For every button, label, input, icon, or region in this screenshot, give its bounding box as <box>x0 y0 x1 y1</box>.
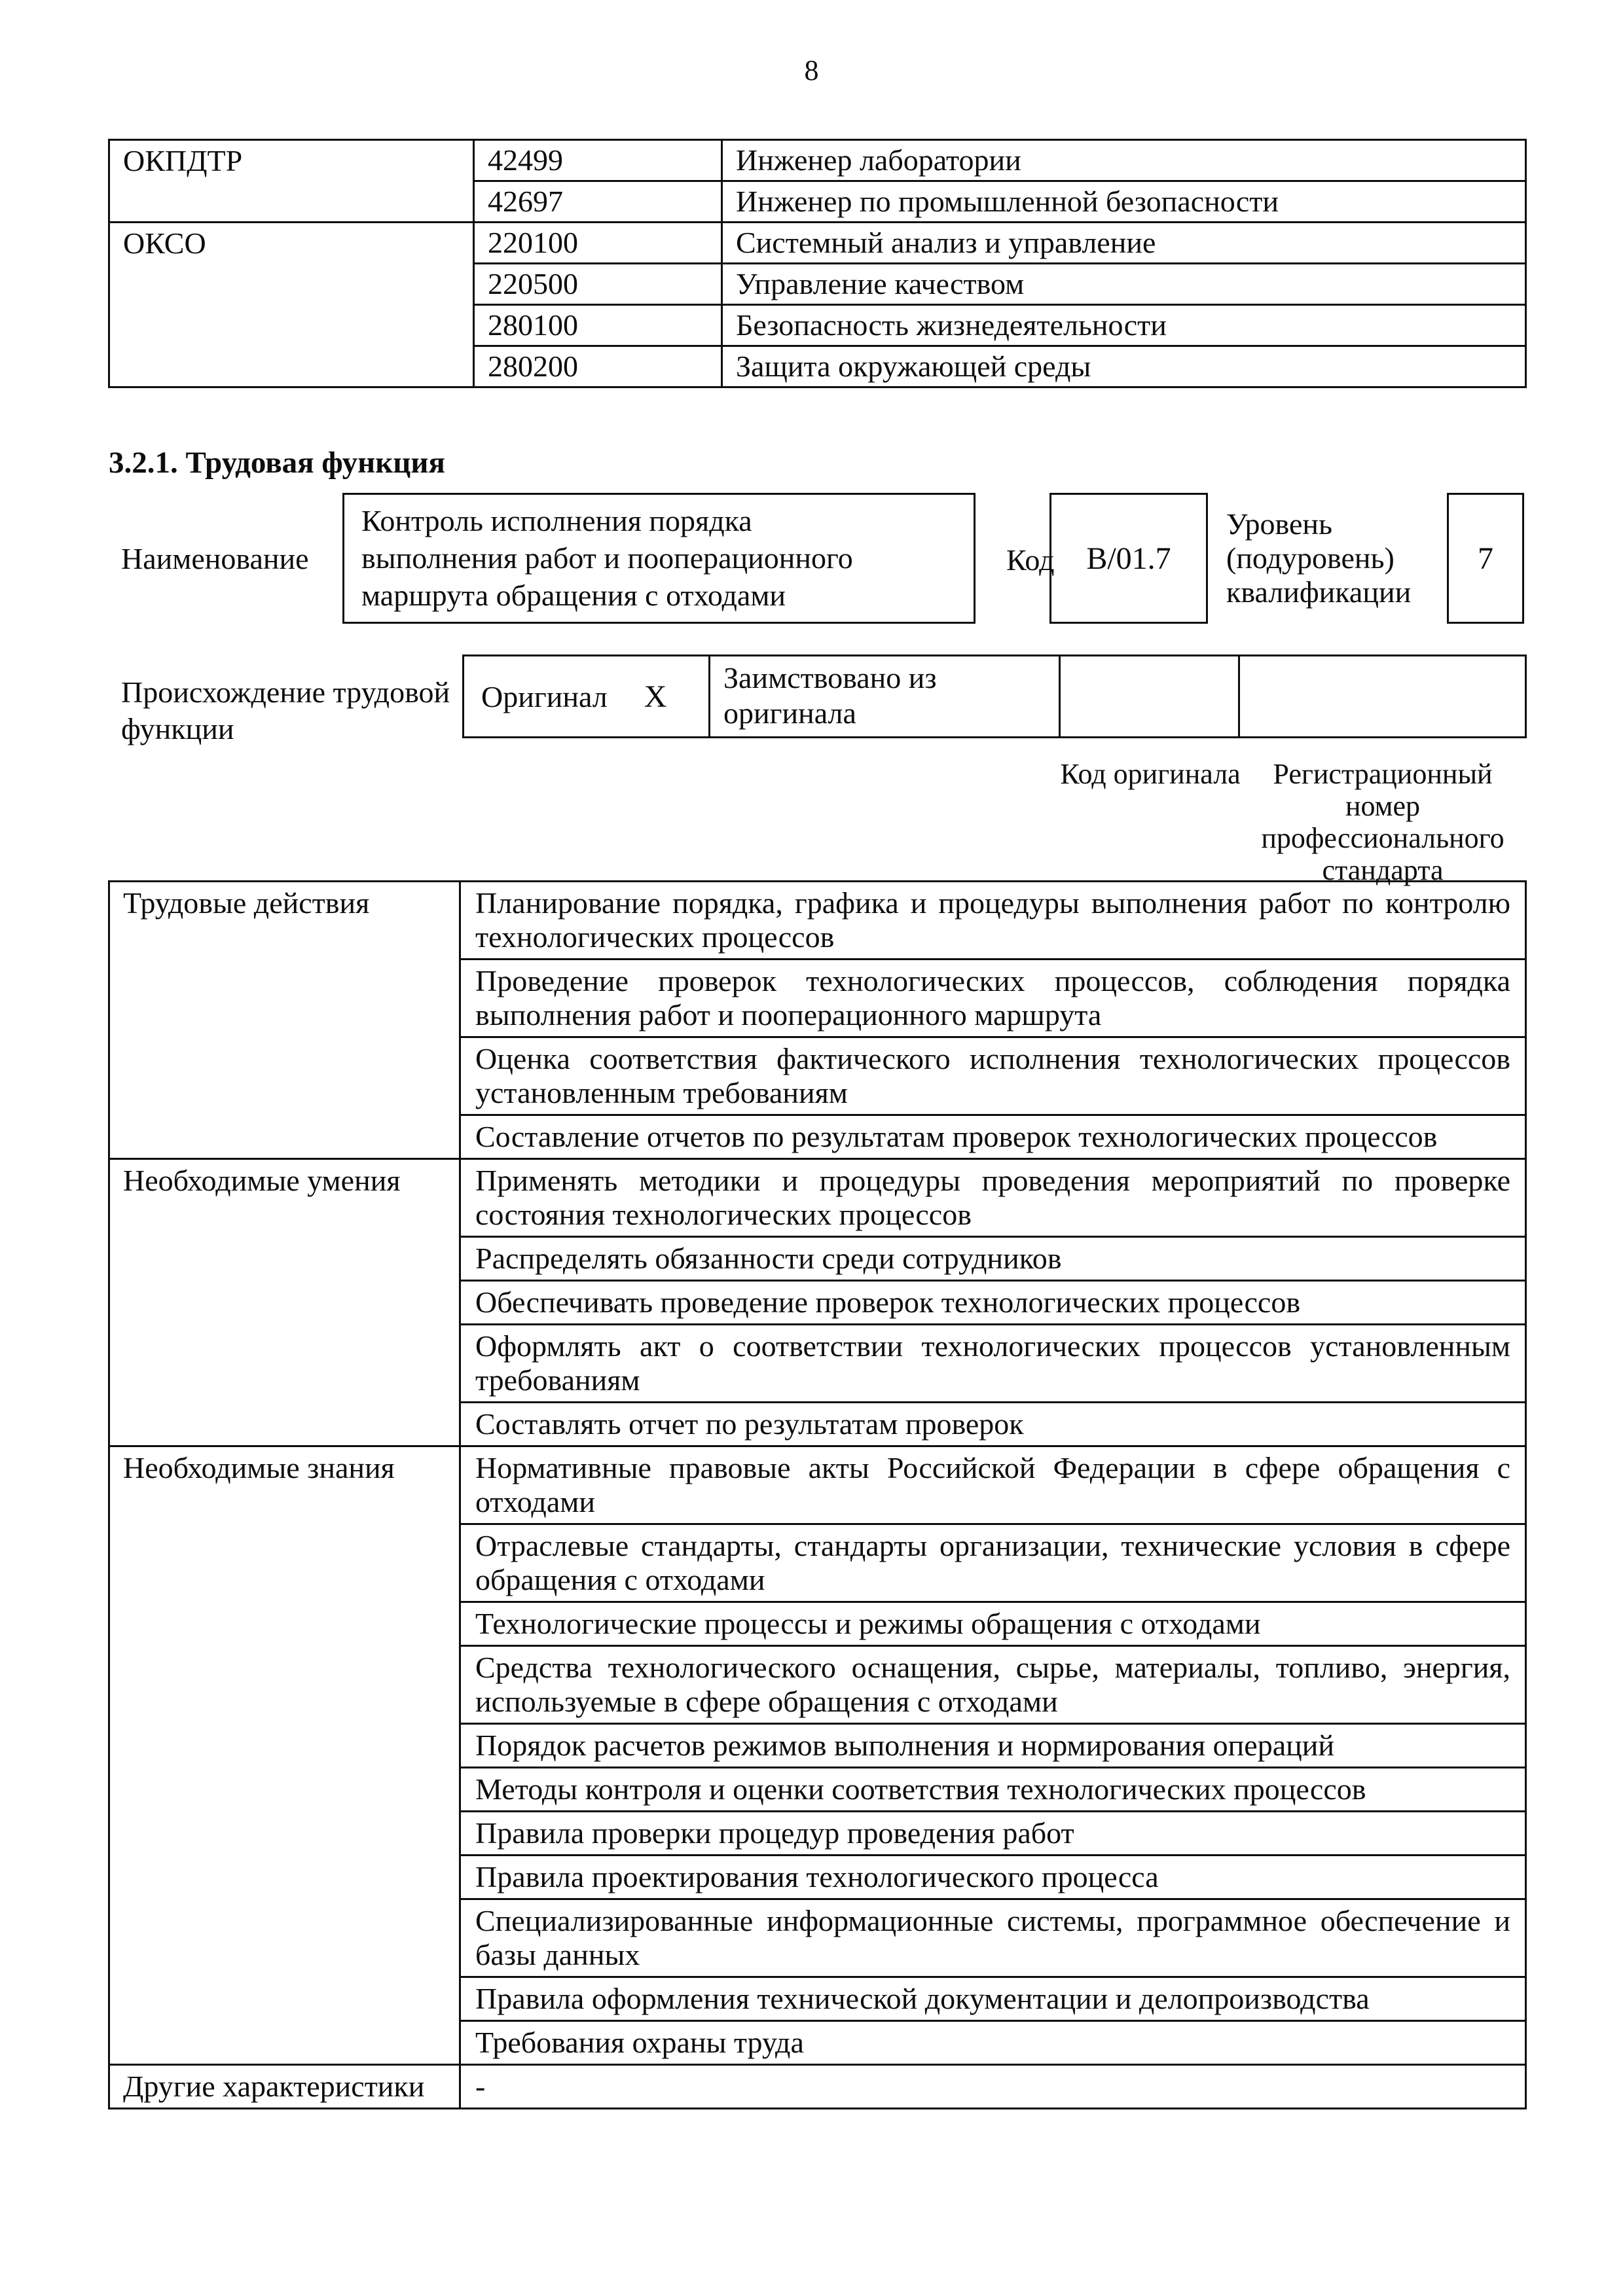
function-name-label: Наименование <box>121 542 309 575</box>
origin-code-caption: Код оригинала <box>1060 758 1241 790</box>
table-row <box>109 1159 1526 1237</box>
qualification-level-label: Уровень (подуровень) квалификации <box>1226 507 1412 609</box>
title-cell: Системный анализ и управление <box>722 223 1526 264</box>
table-cell: Правила проектирования технологического процесса <box>460 1856 1526 1899</box>
function-code-box: В/01.7 <box>1049 493 1208 624</box>
origin-table <box>462 655 1527 738</box>
table-cell: Нормативные правовые акты Российской Федерации в сфере обращения с отходами <box>460 1446 1526 1524</box>
table-cell: Проведение проверок технологических процессов, соблюдения порядка выполнения работ и пооперационного маршрута <box>460 960 1526 1037</box>
title-cell: Инженер по промышленной безопасности <box>722 181 1526 223</box>
table-row <box>109 223 1526 264</box>
row-label-other-characteristics: Другие характеристики <box>109 2065 460 2109</box>
code-cell: 42499 <box>474 140 722 181</box>
table-cell: - <box>460 2065 1526 2109</box>
code-cell: 280100 <box>474 305 722 346</box>
origin-label: Происхождение трудовой функции <box>121 675 450 745</box>
table-cell: Составлять отчет по результатам проверок <box>460 1403 1526 1446</box>
function-code-label: Код <box>1006 543 1055 577</box>
table-cell: Правила проверки процедур проведения работ <box>460 1812 1526 1856</box>
origin-x-mark: X <box>644 679 667 714</box>
code-cell: 220100 <box>474 223 722 264</box>
origin-regnum-cell-empty <box>1240 656 1525 736</box>
origin-borrowed-cell: Заимствовано из оригинала <box>710 656 1061 736</box>
table-row <box>109 1446 1526 1524</box>
function-header <box>0 493 1623 624</box>
function-name-box: Контроль исполнения порядка выполнения работ и пооперационного маршрута обращения с отходами <box>342 493 976 624</box>
codes-table <box>108 139 1527 388</box>
title-cell: Управление качеством <box>722 264 1526 305</box>
table-cell: Требования охраны труда <box>460 2021 1526 2065</box>
code-cell: 280200 <box>474 346 722 387</box>
qualification-level-box: 7 <box>1447 493 1524 624</box>
main-table <box>108 880 1527 2109</box>
page-number: 8 <box>804 54 819 86</box>
registry-name-cell: ОКСО <box>109 223 474 387</box>
section-heading: 3.2.1. Трудовая функция <box>109 446 445 480</box>
row-label-labor-actions: Трудовые действия <box>109 882 460 1159</box>
origin-code-cell-empty <box>1061 656 1240 736</box>
title-cell: Защита окружающей среды <box>722 346 1526 387</box>
table-cell: Планирование порядка, графика и процедуры выполнения работ по контролю технологических процессов <box>460 882 1526 960</box>
origin-original-text: Оригинал <box>481 679 608 713</box>
table-row <box>109 882 1526 960</box>
title-cell: Инженер лаборатории <box>722 140 1526 181</box>
title-cell: Безопасность жизнедеятельности <box>722 305 1526 346</box>
table-cell: Распределять обязанности среди сотрудников <box>460 1237 1526 1281</box>
origin-original-cell <box>464 656 710 736</box>
row-label-required-skills: Необходимые умения <box>109 1159 460 1446</box>
table-cell: Технологические процессы и режимы обращения с отходами <box>460 1602 1526 1646</box>
code-cell: 220500 <box>474 264 722 305</box>
table-row <box>109 140 1526 181</box>
code-cell: 42697 <box>474 181 722 223</box>
table-cell: Методы контроля и оценки соответствия технологических процессов <box>460 1768 1526 1812</box>
table-cell: Применять методики и процедуры проведения мероприятий по проверке состояния технологических процессов <box>460 1159 1526 1237</box>
table-cell: Порядок расчетов режимов выполнения и нормирования операций <box>460 1724 1526 1768</box>
table-cell: Оценка соответствия фактического исполнения технологических процессов установленным требованиям <box>460 1037 1526 1115</box>
row-label-required-knowledge: Необходимые знания <box>109 1446 460 2065</box>
table-cell: Правила оформления технической документации и делопроизводства <box>460 1977 1526 2021</box>
registry-name-cell: ОКПДТР <box>109 140 474 223</box>
table-cell: Обеспечивать проведение проверок технологических процессов <box>460 1281 1526 1325</box>
table-cell: Специализированные информационные системы, программное обеспечение и базы данных <box>460 1899 1526 1977</box>
table-cell: Средства технологического оснащения, сырье, материалы, топливо, энергия, используемые в сфере обращения с отходами <box>460 1646 1526 1724</box>
table-row <box>109 2065 1526 2109</box>
table-cell: Оформлять акт о соответствии технологических процессов установленным требованиям <box>460 1325 1526 1403</box>
origin-registration-caption: Регистрационный номер профессионального стандарта <box>1261 758 1504 886</box>
table-cell: Составление отчетов по результатам проверок технологических процессов <box>460 1115 1526 1159</box>
table-cell: Отраслевые стандарты, стандарты организации, технические условия в сфере обращения с отходами <box>460 1524 1526 1602</box>
